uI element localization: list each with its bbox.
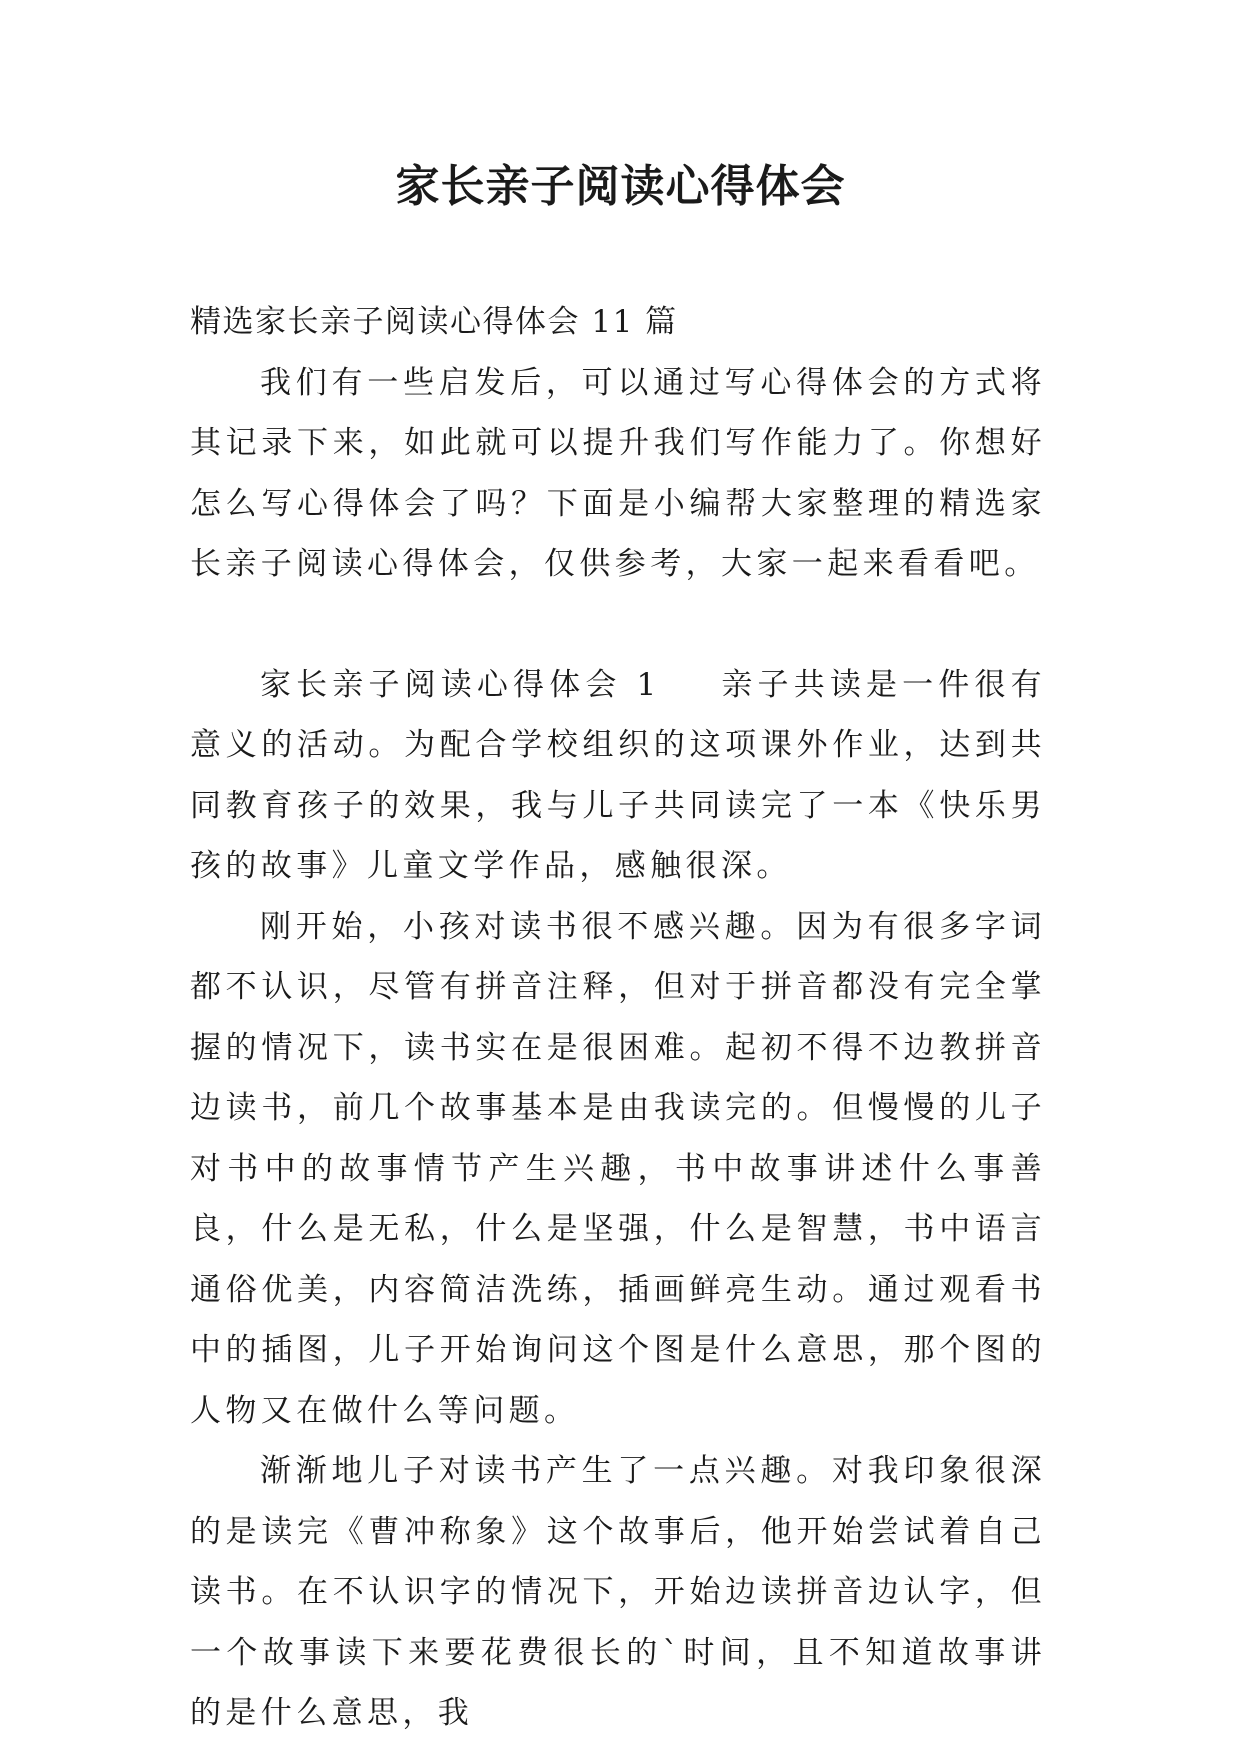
document-title: 家长亲子阅读心得体会 — [395, 161, 846, 212]
document-subtitle: 精选家长亲子阅读心得体会 11 篇 — [190, 304, 678, 340]
section-heading: 家长亲子阅读心得体会 1 — [260, 666, 661, 703]
section-spacer — [190, 595, 1046, 655]
section-1-first-paragraph — [190, 655, 1046, 897]
section-paragraph: 刚开始，小孩对读书很不感兴趣。因为有很多字词都不认识，尽管有拼音注释，但对于拼音都没有完全掌握的情况下，读书实在是很困难。起初不得不边教拼音边读书，前几个故事基本是由我读完的。但慢慢的儿子对书中的故事情节产生兴趣，书中故事讲述什么事善良，什么是无私，什么是坚强，什么是智慧，书中语言通俗优美，内容简洁洗练，插画鲜亮生动。通过观看书中的插图，儿子开始询问这个图是什么意思，那个图的人物又在做什么等问题。 — [190, 908, 1046, 1429]
section-paragraph: 渐渐地儿子对读书产生了一点兴趣。对我印象很深的是读完《曹冲称象》这个故事后，他开始尝试着自己读书。在不认识字的情况下，开始边读拼音边认字，但一个故事读下来要花费很长的`时间，且不知道故事讲的是什么意思，我 — [190, 1453, 1046, 1731]
intro-paragraph: 我们有一些启发后，可以通过写心得体会的方式将其记录下来，如此就可以提升我们写作能力了。你想好怎么写心得体会了吗？下面是小编帮大家整理的精选家长亲子阅读心得体会，仅供参考，大家一起来看看吧。 — [190, 364, 1046, 582]
section-paragraph: 亲子共读是一件很有意义的活动。为配合学校组织的这项课外作业，达到共同教育孩子的效果，我与儿子共同读完了一本《快乐男孩的故事》儿童文学作品，感触很深。 — [190, 666, 1046, 884]
document-body — [190, 292, 1046, 1744]
